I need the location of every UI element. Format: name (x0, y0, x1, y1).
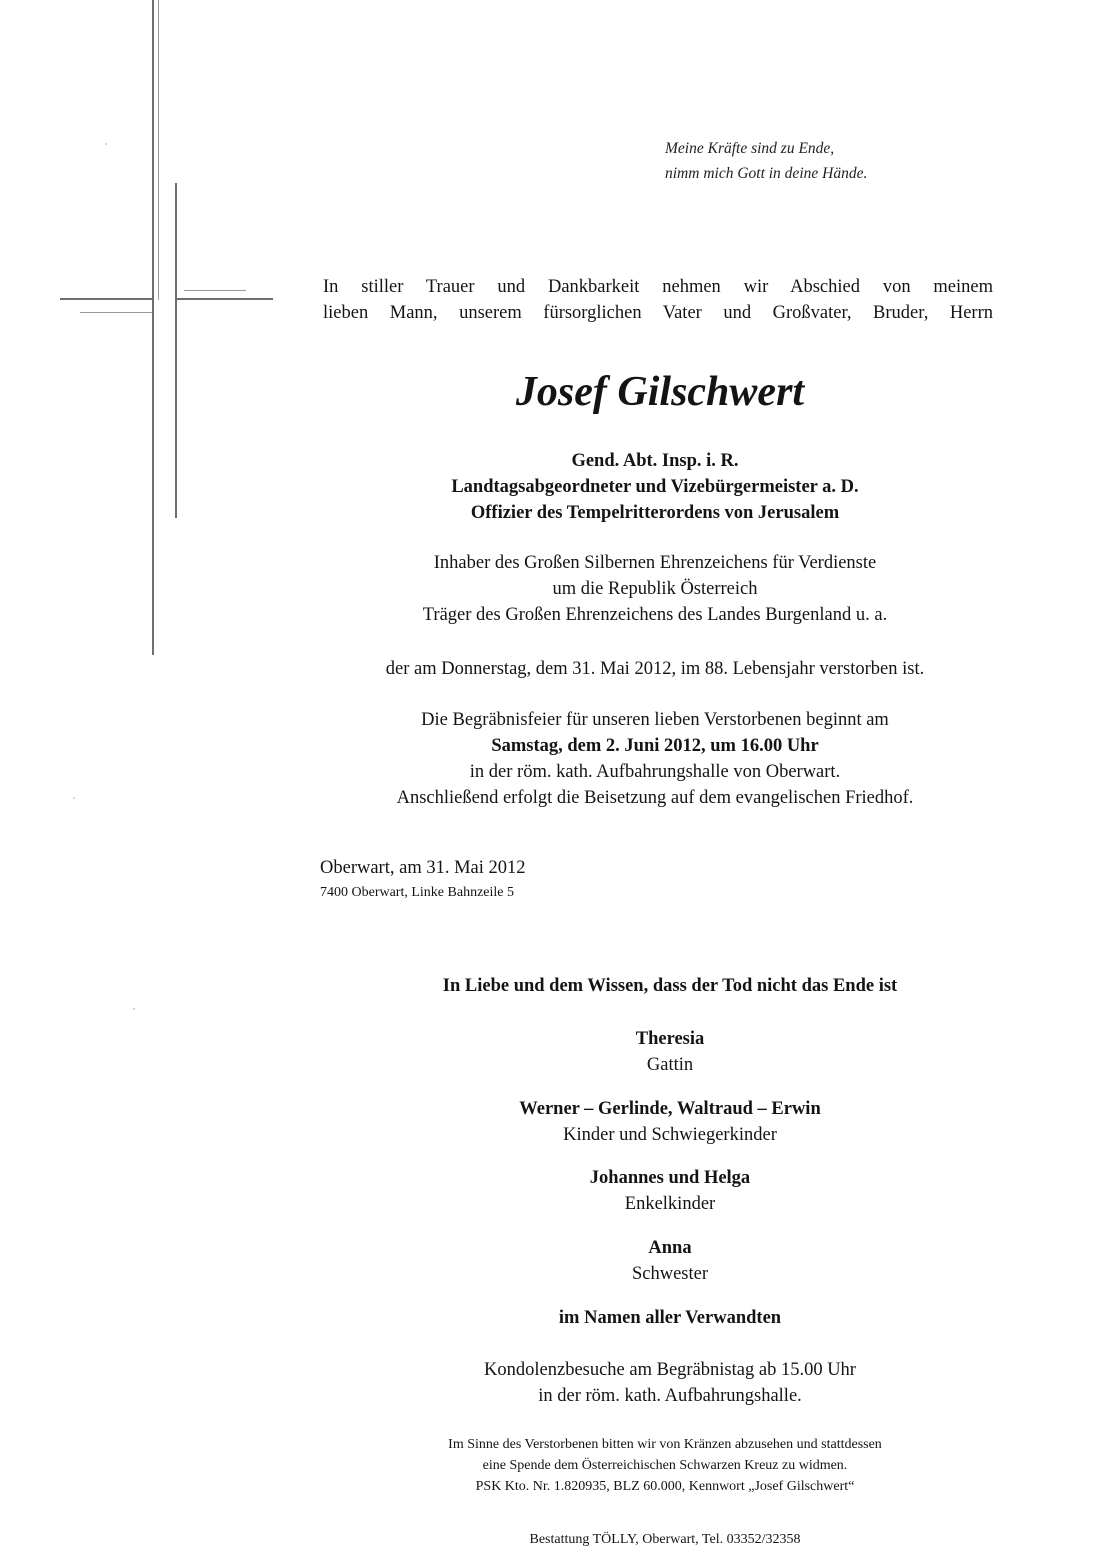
condolences-line-1: Kondolenzbesuche am Begräbnistag ab 15.00 Uhr (484, 1360, 856, 1380)
scan-speck (105, 143, 107, 145)
title-line-3: Offizier des Tempelritterordens von Jerusalem (470, 503, 840, 523)
honor-line-1: Inhaber des Großen Silbernen Ehrenzeichens für Verdienste (433, 553, 877, 573)
motto-line-1: Meine Kräfte sind zu Ende, (665, 140, 835, 157)
donation-note-line-1: Im Sinne des Verstorbenen bitten wir von Kränzen abzusehen und stattdessen (448, 1437, 882, 1452)
mourner-names: Theresia (635, 1029, 705, 1049)
title-line-2: Landtagsabgeordneter und Vizebürgermeister a. D. (451, 477, 859, 497)
funeral-line-4: Anschließend erfolgt die Beisetzung auf dem evangelischen Friedhof. (396, 788, 914, 808)
mourner-relation: Enkelkinder (624, 1194, 716, 1214)
address: 7400 Oberwart, Linke Bahnzeile 5 (320, 885, 514, 900)
scan-speck (73, 797, 75, 799)
intro-line-2: lieben Mann, unserem fürsorglichen Vater und Großvater, Bruder, Herrn (323, 303, 993, 323)
scan-speck (133, 1008, 135, 1010)
title-line-1: Gend. Abt. Insp. i. R. (571, 451, 739, 471)
funeral-date-time: Samstag, dem 2. Juni 2012, um 16.00 Uhr (491, 736, 819, 756)
mourner-relation: Schwester (631, 1264, 709, 1284)
place-date: Oberwart, am 31. Mai 2012 (320, 858, 526, 878)
closing-phrase: In Liebe und dem Wissen, dass der Tod nicht das Ende ist (442, 976, 898, 996)
mourner-names: Werner – Gerlinde, Waltraud – Erwin (519, 1099, 821, 1119)
intro-line-1: In stiller Trauer und Dankbarkeit nehmen wir Abschied von meinem (323, 277, 993, 297)
mourner-relation: Kinder und Schwiegerkinder (563, 1125, 777, 1145)
death-notice: der am Donnerstag, dem 31. Mai 2012, im 88. Lebensjahr verstorben ist. (385, 659, 925, 679)
mourner-relation: Gattin (646, 1055, 694, 1075)
deceased-name: Josef Gilschwert (515, 369, 805, 415)
donation-note-line-2: eine Spende dem Österreichischen Schwarzen Kreuz zu widmen. (482, 1458, 848, 1473)
funeral-line-3: in der röm. kath. Aufbahrungshalle von Oberwart. (469, 762, 841, 782)
donation-note-line-3: PSK Kto. Nr. 1.820935, BLZ 60.000, Kennwort „Josef Gilschwert“ (475, 1479, 855, 1494)
undertaker-line: Bestattung TÖLLY, Oberwart, Tel. 03352/32358 (529, 1532, 801, 1547)
motto-line-2: nimm mich Gott in deine Hände. (665, 165, 868, 182)
funeral-line-1: Die Begräbnisfeier für unseren lieben Verstorbenen beginnt am (421, 710, 889, 730)
condolences-line-2: in der röm. kath. Aufbahrungshalle. (538, 1386, 802, 1406)
honor-line-2: um die Republik Österreich (552, 579, 758, 599)
mourner-names: Johannes und Helga (589, 1168, 751, 1188)
honor-line-3: Träger des Großen Ehrenzeichens des Landes Burgenland u. a. (422, 605, 888, 625)
mourner-names: Anna (648, 1238, 692, 1258)
on-behalf-line: im Namen aller Verwandten (558, 1308, 782, 1328)
